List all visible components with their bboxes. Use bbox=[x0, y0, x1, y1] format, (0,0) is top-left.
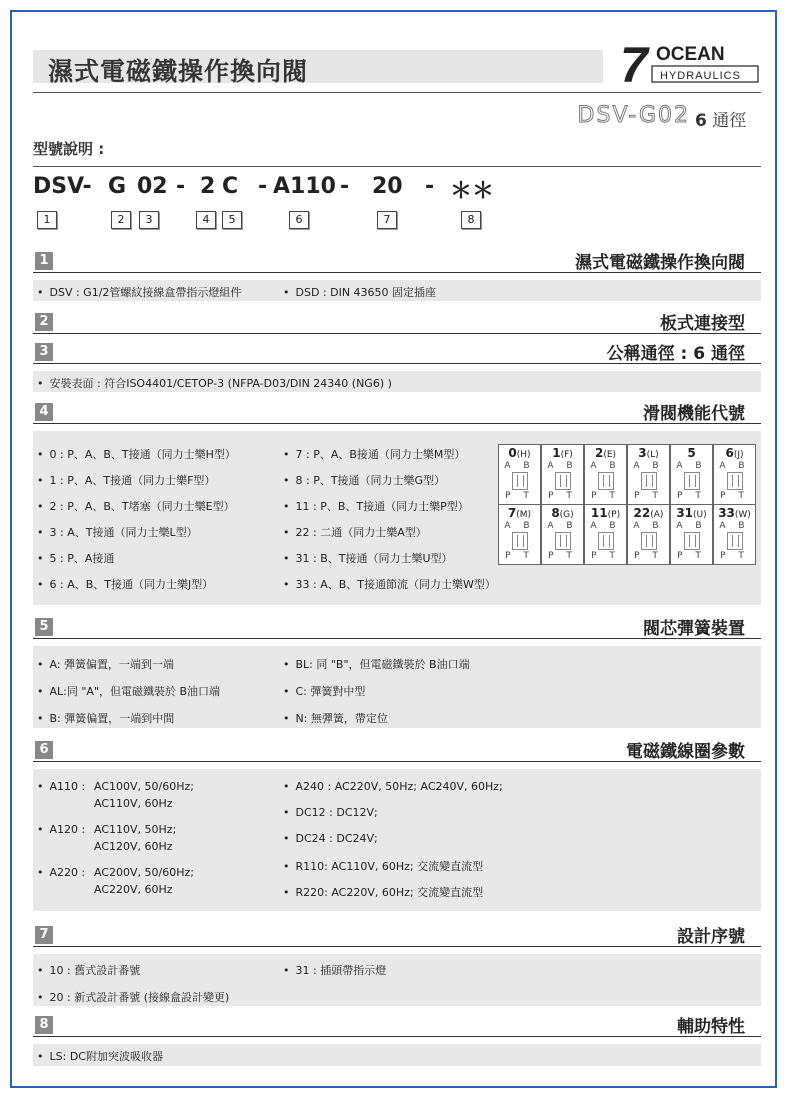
list-item: • R220: AC220V, 60Hz; 交流變直流型 bbox=[283, 884, 483, 900]
spool-number: 11 bbox=[590, 506, 608, 520]
spool-diagram bbox=[598, 532, 614, 550]
header-rule bbox=[33, 92, 761, 93]
spool-type: (W) bbox=[734, 510, 751, 520]
spool-number: 8 bbox=[551, 506, 560, 520]
model-code: DSV-G02 bbox=[577, 103, 690, 128]
spool-ports-bottom: P T bbox=[677, 491, 706, 501]
section-number: 4 bbox=[35, 403, 53, 421]
spool-ports-bottom: P T bbox=[505, 491, 534, 501]
list-item: • LS: DC附加突波吸收器 bbox=[37, 1048, 163, 1064]
spool-ports-top: A B bbox=[590, 461, 621, 471]
spool-number: 33 bbox=[718, 506, 735, 520]
logo-sub: HYDRAULICS bbox=[660, 70, 741, 82]
list-item: • 31 : 插頭帶指示燈 bbox=[283, 962, 386, 978]
logo-main: OCEAN bbox=[656, 44, 725, 65]
code-part: G bbox=[108, 174, 127, 199]
spool-symbol-33 bbox=[713, 504, 756, 565]
spool-number: 7 bbox=[507, 506, 517, 520]
spool-ports-top: A B bbox=[633, 461, 664, 471]
section-title: 滑閥機能代號 bbox=[643, 404, 745, 424]
list-item: • 5 : P、A接通 bbox=[37, 550, 114, 566]
spool-number: 3 bbox=[638, 446, 647, 460]
spool-label bbox=[499, 506, 540, 520]
section-number: 8 bbox=[35, 1016, 53, 1034]
spool-label bbox=[714, 446, 755, 460]
spool-symbol-8 bbox=[541, 504, 584, 565]
code-part: 2 bbox=[200, 174, 216, 199]
coil-spec: AC120V, 60Hz bbox=[94, 840, 173, 853]
spool-symbol-7 bbox=[498, 504, 541, 565]
spool-label bbox=[671, 446, 712, 460]
code-box: 8 bbox=[461, 211, 481, 229]
spool-type: (J) bbox=[733, 450, 744, 460]
spool-ports-top: A B bbox=[590, 521, 621, 531]
list-item: • C: 彈簧對中型 bbox=[283, 683, 365, 699]
spool-type: (G) bbox=[559, 510, 574, 520]
spool-type: (E) bbox=[603, 450, 617, 460]
spool-ports-bottom: P T bbox=[505, 551, 534, 561]
list-item: • 22 : 二通（同力士樂A型） bbox=[283, 524, 427, 540]
section-number: 3 bbox=[35, 343, 53, 361]
spool-diagram bbox=[641, 532, 657, 550]
spool-label bbox=[585, 446, 626, 460]
spool-ports-top: A B bbox=[719, 521, 750, 531]
list-item: • DC24 : DC24V; bbox=[283, 832, 378, 845]
spool-diagram bbox=[555, 472, 571, 490]
code-part: - bbox=[425, 174, 435, 199]
spool-ports-top: A B bbox=[504, 521, 535, 531]
spool-type: (A) bbox=[650, 510, 664, 520]
spool-ports-top: A B bbox=[676, 461, 707, 471]
spool-diagram bbox=[684, 532, 700, 550]
section-number: 1 bbox=[35, 252, 53, 270]
section-number: 5 bbox=[35, 618, 53, 636]
list-item: • R110: AC110V, 60Hz; 交流變直流型 bbox=[283, 858, 483, 874]
list-item: • 10 : 舊式設計番號 bbox=[37, 962, 140, 978]
spool-symbol-3 bbox=[627, 444, 670, 505]
section-header bbox=[33, 616, 761, 639]
list-item: • AL:同 "A"，但電磁鐵裝於 B油口端 bbox=[37, 683, 220, 699]
coil-spec: AC200V, 50/60Hz; bbox=[94, 866, 194, 879]
list-item: • 3 : A、T接通（同力士樂L型） bbox=[37, 524, 198, 540]
section-header bbox=[33, 924, 761, 947]
spool-number: 6 bbox=[725, 446, 734, 460]
spool-symbol-2 bbox=[584, 444, 627, 505]
list-item: • 安裝表面 : 符合ISO4401/CETOP-3 (NFPA-D03/DIN 24340 (NG6) ) bbox=[37, 375, 392, 391]
list-item: • 20 : 新式設計番號 (接線盒設計變更) bbox=[37, 989, 229, 1005]
spool-ports-top: A B bbox=[633, 521, 664, 531]
spool-ports-bottom: P T bbox=[720, 551, 749, 561]
section-header bbox=[33, 739, 761, 762]
section-number: 2 bbox=[35, 313, 53, 331]
spool-label bbox=[714, 506, 755, 520]
spool-type: (H) bbox=[516, 450, 531, 460]
coil-spec: AC100V, 50/60Hz; bbox=[94, 780, 194, 793]
spool-symbol-0 bbox=[498, 444, 541, 505]
code-part: 20 bbox=[372, 174, 403, 199]
coil-code: • A120 : bbox=[37, 823, 85, 836]
code-part: ＊＊ bbox=[450, 179, 495, 204]
section-number: 7 bbox=[35, 926, 53, 944]
spool-label bbox=[499, 446, 540, 460]
spool-label bbox=[542, 446, 583, 460]
list-item: • A: 彈簧偏置，一端到一端 bbox=[37, 656, 174, 672]
section-title: 閥芯彈簧裝置 bbox=[643, 619, 745, 639]
code-part: 02 bbox=[137, 174, 168, 199]
spool-label bbox=[585, 506, 626, 520]
code-part: - bbox=[176, 174, 186, 199]
spool-diagram bbox=[512, 532, 528, 550]
spool-ports-bottom: P T bbox=[591, 551, 620, 561]
spool-number: 22 bbox=[633, 506, 651, 520]
code-box: 2 bbox=[111, 211, 131, 229]
spool-symbol-6 bbox=[713, 444, 756, 505]
spool-diagram bbox=[512, 472, 528, 490]
section-header bbox=[33, 1014, 761, 1037]
spool-symbol-31 bbox=[670, 504, 713, 565]
list-item: • A240 : AC220V, 50Hz; AC240V, 60Hz; bbox=[283, 780, 503, 793]
spool-ports-bottom: P T bbox=[548, 491, 577, 501]
page-title: 濕式電磁鐵操作換向閥 bbox=[48, 57, 309, 86]
list-item: • 0 : P、A、B、T接通（同力士樂H型） bbox=[37, 446, 236, 462]
spool-ports-top: A B bbox=[504, 461, 535, 471]
spool-diagram bbox=[727, 472, 743, 490]
code-box: 5 bbox=[222, 211, 242, 229]
spool-ports-bottom: P T bbox=[548, 551, 577, 561]
code-part: DSV- bbox=[33, 174, 92, 199]
spool-diagram bbox=[727, 532, 743, 550]
code-part: A110 bbox=[273, 174, 336, 199]
list-item: • N: 無彈簧，帶定位 bbox=[283, 710, 388, 726]
spool-ports-top: A B bbox=[547, 461, 578, 471]
list-item: • 31 : B、T接通（同力士樂U型） bbox=[283, 550, 453, 566]
coil-spec: AC110V, 60Hz bbox=[94, 797, 173, 810]
spool-number: 1 bbox=[552, 446, 561, 460]
spool-ports-top: A B bbox=[547, 521, 578, 531]
section-header bbox=[33, 250, 761, 273]
spool-ports-bottom: P T bbox=[677, 551, 706, 561]
code-box: 6 bbox=[289, 211, 309, 229]
section-header bbox=[33, 311, 761, 334]
list-item: • DC12 : DC12V; bbox=[283, 806, 378, 819]
list-item: • DSD : DIN 43650 固定插座 bbox=[283, 284, 436, 300]
spool-number: 2 bbox=[594, 446, 604, 460]
spool-ports-top: A B bbox=[676, 521, 707, 531]
list-item: • 6 : A、B、T接通（同力士樂J型） bbox=[37, 576, 213, 592]
spool-diagram bbox=[684, 472, 700, 490]
ocean-logo bbox=[620, 38, 760, 88]
spool-number: 5 bbox=[687, 446, 696, 460]
list-item: • DSV : G1/2管螺紋接線盒帶指示燈組件 bbox=[37, 284, 241, 300]
spool-diagram bbox=[641, 472, 657, 490]
list-item: • 8 : P、T接通（同力士樂G型） bbox=[283, 472, 445, 488]
section-title: 公稱通徑 : 6 通徑 bbox=[606, 344, 745, 364]
spool-type: (U) bbox=[693, 510, 707, 520]
spool-diagram bbox=[555, 532, 571, 550]
list-item: • 33 : A、B、T接通節流（同力士樂W型） bbox=[283, 576, 496, 592]
coil-spec: AC220V, 60Hz bbox=[94, 883, 173, 896]
code-box: 1 bbox=[37, 211, 57, 229]
section-header bbox=[33, 401, 761, 424]
list-item: • 11 : P、B、T接通（同力士樂P型） bbox=[283, 498, 469, 514]
model-label: 型號說明 : bbox=[33, 140, 105, 158]
spool-diagram bbox=[598, 472, 614, 490]
spool-label bbox=[542, 506, 583, 520]
spool-symbol-1 bbox=[541, 444, 584, 505]
spool-symbol-5 bbox=[670, 444, 713, 505]
spool-symbol-11 bbox=[584, 504, 627, 565]
section-title: 板式連接型 bbox=[660, 314, 745, 334]
model-size: 6 通徑 bbox=[695, 111, 747, 131]
section-number: 6 bbox=[35, 741, 53, 759]
spool-ports-top: A B bbox=[719, 461, 750, 471]
model-rule bbox=[33, 166, 761, 167]
code-box: 4 bbox=[196, 211, 216, 229]
spool-ports-bottom: P T bbox=[591, 491, 620, 501]
spool-ports-bottom: P T bbox=[720, 491, 749, 501]
spool-ports-bottom: P T bbox=[634, 491, 663, 501]
list-item: • 7 : P、A、B接通（同力士樂M型） bbox=[283, 446, 465, 462]
spool-symbol-22 bbox=[627, 504, 670, 565]
spool-label bbox=[628, 446, 669, 460]
spool-label bbox=[628, 506, 669, 520]
spool-label bbox=[671, 506, 712, 520]
code-part: C bbox=[222, 174, 239, 199]
code-part: - bbox=[340, 174, 350, 199]
section-header bbox=[33, 341, 761, 364]
list-item: • 1 : P、A、T接通（同力士樂F型） bbox=[37, 472, 215, 488]
spool-number: 0 bbox=[508, 446, 517, 460]
spool-ports-bottom: P T bbox=[634, 551, 663, 561]
spool-type: (P) bbox=[607, 510, 621, 520]
logo-letter: 7 bbox=[620, 38, 648, 88]
spool-type: (M) bbox=[516, 510, 532, 520]
code-box: 3 bbox=[139, 211, 159, 229]
section-title: 濕式電磁鐵操作換向閥 bbox=[575, 253, 745, 273]
code-part: - bbox=[258, 174, 268, 199]
spool-type: (F) bbox=[560, 450, 573, 460]
list-item: • BL: 同 "B"，但電磁鐵裝於 B油口端 bbox=[283, 656, 470, 672]
coil-spec: AC110V, 50Hz; bbox=[94, 823, 177, 836]
list-item: • 2 : P、A、B、T堵塞（同力士樂E型） bbox=[37, 498, 235, 514]
list-item: • B: 彈簧偏置，一端到中間 bbox=[37, 710, 174, 726]
coil-code: • A110 : bbox=[37, 780, 85, 793]
section-title: 輔助特性 bbox=[677, 1017, 745, 1037]
coil-code: • A220 : bbox=[37, 866, 85, 879]
section-title: 設計序號 bbox=[677, 927, 745, 947]
section-title: 電磁鐵線圈參數 bbox=[626, 742, 745, 762]
spool-type: (L) bbox=[646, 450, 659, 460]
code-box: 7 bbox=[377, 211, 397, 229]
spool-number: 31 bbox=[676, 506, 694, 520]
